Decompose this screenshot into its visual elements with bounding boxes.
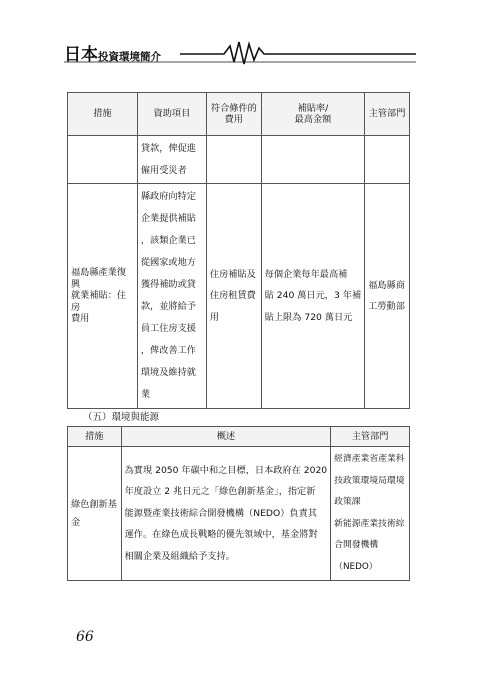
table-cell-eligible-cost: 住房補貼及 住房租賃費 用 [206, 184, 261, 409]
table-cell [365, 136, 410, 184]
section-title: （五）環境與能源 [83, 412, 160, 423]
col-header-overview: 概述 [121, 427, 331, 447]
table-header-row [68, 427, 410, 447]
heartbeat-line-decoration [64, 36, 416, 66]
table-cell [68, 136, 138, 184]
col-header-measure: 措施 [68, 427, 122, 447]
subsidy-table [67, 92, 410, 409]
table-header-row [68, 93, 410, 136]
table-row [68, 184, 410, 409]
col-header-authority: 主管部門 [365, 93, 410, 136]
header-title-big: 日本 [64, 45, 98, 65]
table-cell: 貸款，俾促進 僱用受災者 [137, 136, 206, 184]
table-cell-measure: 福島縣產業復興 就業補貼：住房 費用 [68, 184, 138, 409]
page-number: 66 [76, 629, 94, 645]
energy-table [67, 426, 410, 581]
table-cell [206, 136, 261, 184]
col-header-authority: 主管部門 [331, 427, 410, 447]
table-row [68, 136, 410, 184]
table-cell-measure: 綠色創新基 金 [68, 447, 122, 581]
table-cell-subsidy-rate: 每個企業每年最高補 貼 240 萬日元，3 年補 貼上限為 720 萬日元 [261, 184, 364, 409]
table-cell-overview: 為實現 2050 年碳中和之目標，日本政府在 2020 年度設立 2 兆日元之「綠色創新基金」，指定新 能源暨產業技術綜合開發機構（NEDO）負責其 運作。在綠色成長戰略的優先領域中，基金將對 相關企業及組織給予支持。 [121, 447, 331, 581]
col-header-subsidy-rate: 補貼率/ 最高金額 [261, 93, 364, 136]
table-cell-authority: 福島縣商 工勞動部 [365, 184, 410, 409]
col-header-eligible-cost: 符合條件的 費用 [206, 93, 261, 136]
table-cell [261, 136, 364, 184]
table-cell-funding-item: 縣政府向特定 企業提供補貼 ，該類企業已 從國家或地方 獲得補助或貸 款，並將給予 員工住房支援 ，俾改善工作 環境及維持就 業 [137, 184, 206, 409]
col-header-funding-item: 資助項目 [137, 93, 206, 136]
running-header [64, 36, 416, 66]
table-cell-authority: 經濟產業省產業科 技政策環境局環境 政策課 新能源產業技術綜 合開發機構 （NEDO） [331, 447, 410, 581]
col-header-measure: 措施 [68, 93, 138, 136]
header-title-small: 投資環境簡介 [98, 51, 161, 63]
table-row [68, 447, 410, 581]
